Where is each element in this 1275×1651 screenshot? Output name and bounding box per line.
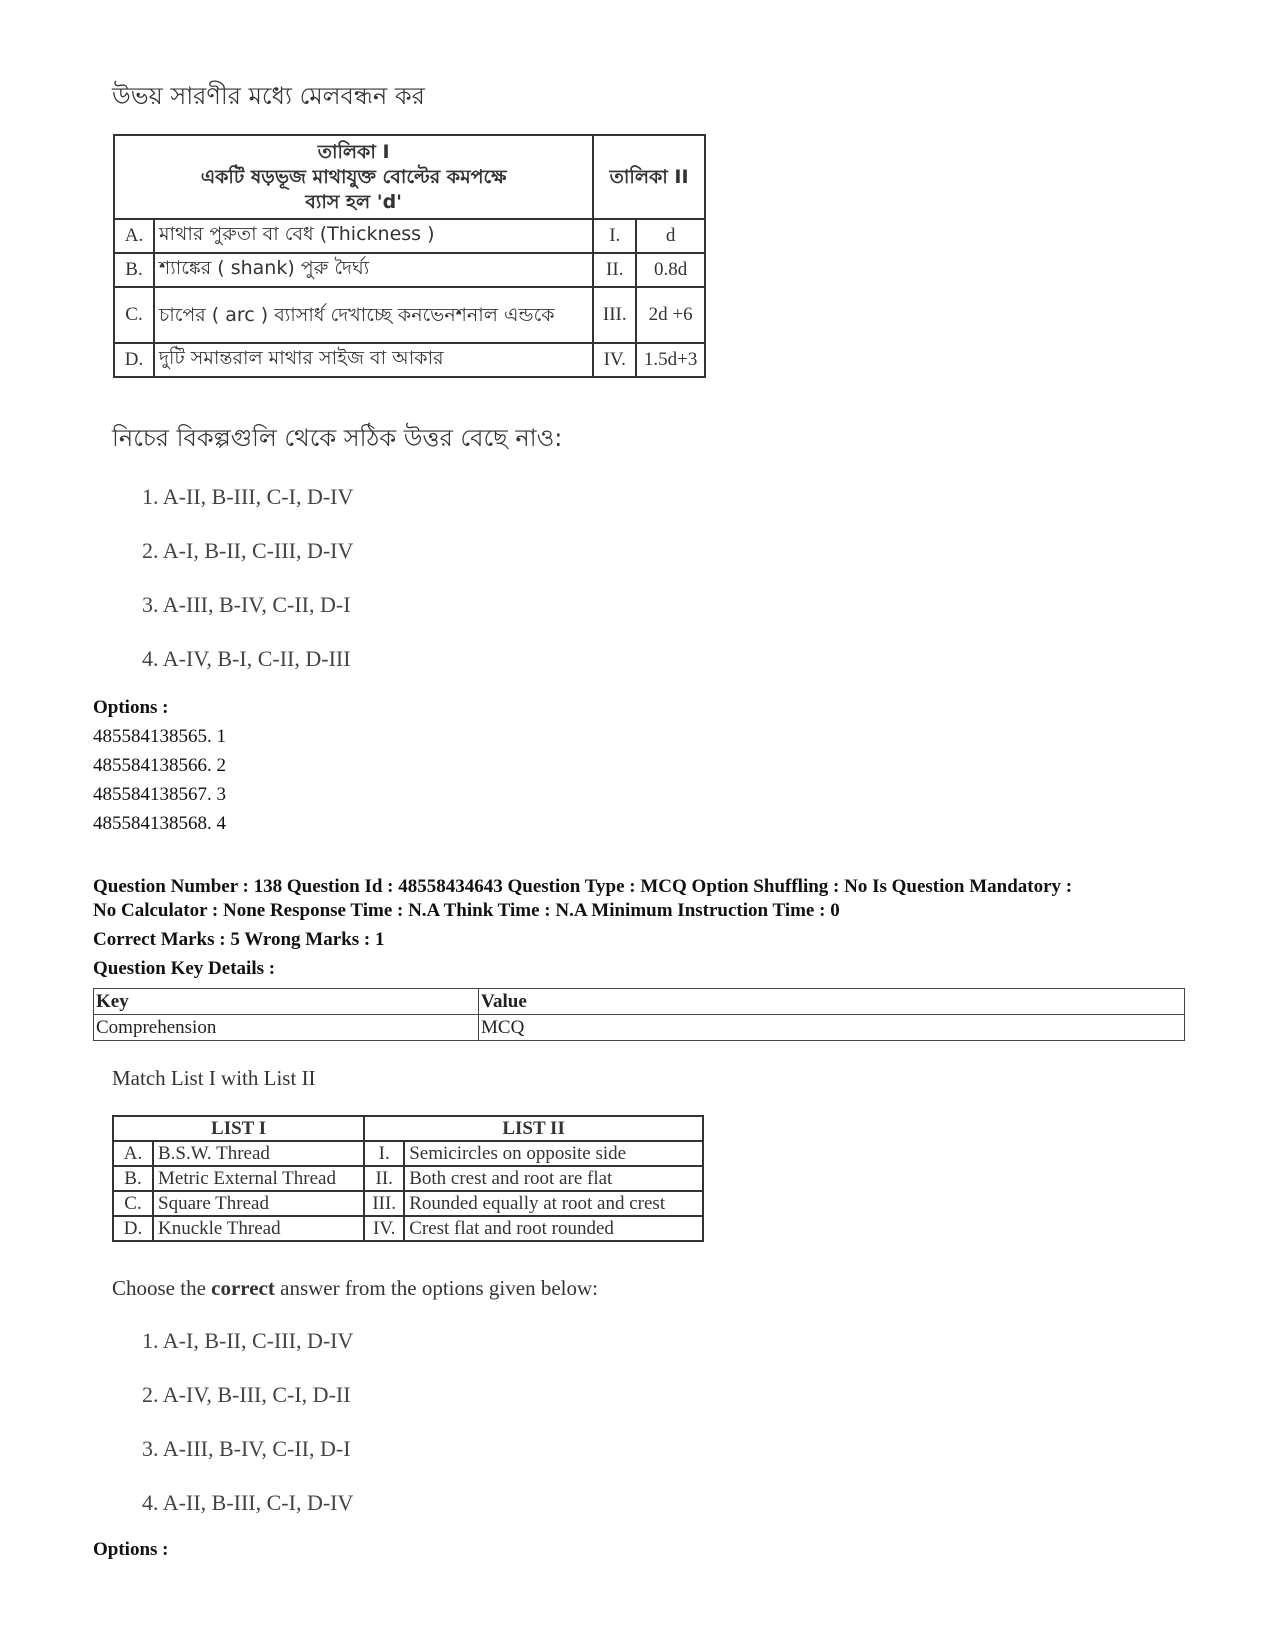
row-item: Square Thread	[153, 1191, 364, 1216]
row-roman: II.	[593, 253, 636, 287]
row-item: Knuckle Thread	[153, 1216, 364, 1241]
table-row	[113, 1166, 703, 1191]
row-item: Metric External Thread	[153, 1166, 364, 1191]
answer-choice: 2. A-I, B-II, C-III, D-IV	[142, 538, 354, 563]
row-roman: IV.	[364, 1216, 404, 1241]
row-roman: III.	[593, 287, 636, 343]
header-key: Key	[94, 989, 479, 1015]
table-row	[114, 253, 705, 287]
option-item: 485584138568. 4	[93, 813, 226, 834]
list2-header: LIST II	[364, 1116, 703, 1141]
answer-choice: 3. A-III, B-IV, C-II, D-I	[142, 1436, 351, 1461]
answer-choice: 2. A-IV, B-III, C-I, D-II	[142, 1382, 351, 1407]
row-letter: A.	[114, 219, 154, 253]
table-row	[94, 1015, 1185, 1041]
cell-value: MCQ	[479, 1015, 1185, 1041]
row-value: 0.8d	[636, 253, 705, 287]
row-letter: D.	[113, 1216, 153, 1241]
row-value: d	[636, 219, 705, 253]
answer-choice: 3. A-III, B-IV, C-II, D-I	[142, 592, 351, 617]
header-value: Value	[479, 989, 1185, 1015]
option-item: 485584138565. 1	[93, 726, 226, 747]
row-value: Crest flat and root rounded	[404, 1216, 703, 1241]
row-value: 1.5d+3	[636, 343, 705, 377]
option-item: 485584138566. 2	[93, 755, 226, 776]
choose-instruction	[112, 1276, 598, 1301]
row-roman: I.	[364, 1141, 404, 1166]
match-table-english	[112, 1115, 704, 1242]
question-instruction: উভয় সারণীর মধ্যে মেলবন্ধন কর	[112, 82, 425, 110]
row-roman: II.	[364, 1166, 404, 1191]
list2-header: তালিকা II	[593, 135, 705, 219]
row-roman: III.	[364, 1191, 404, 1216]
choose-text-post: answer from the options given below:	[274, 1276, 598, 1300]
table-header-row	[94, 989, 1185, 1015]
answer-choice: 1. A-I, B-II, C-III, D-IV	[142, 1328, 354, 1353]
choose-instruction: নিচের বিকল্পগুলি থেকে সঠিক উত্তর বেছে নাও:	[112, 424, 563, 452]
key-details-table	[93, 988, 1185, 1041]
row-value: Both crest and root are flat	[404, 1166, 703, 1191]
list1-header-line-3: ব্যাস হল 'd'	[305, 190, 402, 213]
option-item: 485584138567. 3	[93, 784, 226, 805]
choose-text-bold: correct	[211, 1276, 275, 1300]
row-letter: C.	[113, 1191, 153, 1216]
options-label: Options :	[93, 697, 169, 718]
row-letter: B.	[114, 253, 154, 287]
row-roman: IV.	[593, 343, 636, 377]
row-item: B.S.W. Thread	[153, 1141, 364, 1166]
table-row	[114, 287, 705, 343]
question-instruction: Match List I with List II	[112, 1066, 316, 1090]
list1-header: LIST I	[113, 1116, 364, 1141]
row-letter: A.	[113, 1141, 153, 1166]
question-meta-line-1: Question Number : 138 Question Id : 48558434643 Question Type : MCQ Option Shuffling : No Is Question Mandatory :	[93, 876, 1073, 897]
table-row	[114, 219, 705, 253]
answer-choice: 4. A-IV, B-I, C-II, D-III	[142, 646, 351, 671]
row-letter: D.	[114, 343, 154, 377]
key-details-label: Question Key Details :	[93, 958, 276, 979]
answer-choice: 4. A-II, B-III, C-I, D-IV	[142, 1490, 354, 1515]
row-item: শ্যাঙ্কের ( shank) পুরু দৈর্ঘ্য	[154, 253, 593, 287]
table-header-row	[113, 1116, 703, 1141]
row-roman: I.	[593, 219, 636, 253]
list1-header	[114, 135, 593, 219]
list1-header-line-1: তালিকা I	[317, 140, 390, 163]
match-table-bengali	[113, 134, 706, 378]
table-row	[113, 1191, 703, 1216]
row-letter: C.	[114, 287, 154, 343]
cell-key: Comprehension	[94, 1015, 479, 1041]
choose-text-pre: Choose the	[112, 1276, 212, 1300]
table-row	[113, 1216, 703, 1241]
options-label: Options :	[93, 1539, 169, 1560]
row-value: Rounded equally at root and crest	[404, 1191, 703, 1216]
row-item: মাথার পুরুতা বা বেধ (Thickness )	[154, 219, 593, 253]
row-value: 2d +6	[636, 287, 705, 343]
answer-choice: 1. A-II, B-III, C-I, D-IV	[142, 484, 354, 509]
list1-header-line-2: একটি ষড়ভূজ মাথাযুক্ত বোল্টের কমপক্ষে	[200, 165, 507, 188]
row-letter: B.	[113, 1166, 153, 1191]
table-row	[114, 343, 705, 377]
question-meta-line-2: No Calculator : None Response Time : N.A Think Time : N.A Minimum Instruction Time : 0	[93, 900, 840, 921]
row-value: Semicircles on opposite side	[404, 1141, 703, 1166]
marks-line: Correct Marks : 5 Wrong Marks : 1	[93, 929, 385, 950]
row-item: দুটি সমান্তরাল মাথার সাইজ বা আকার	[154, 343, 593, 377]
table-row	[113, 1141, 703, 1166]
row-item: চাপের ( arc ) ব্যাসার্ধ দেখাচ্ছে কনভেনশনাল এন্ডকে	[154, 287, 593, 343]
